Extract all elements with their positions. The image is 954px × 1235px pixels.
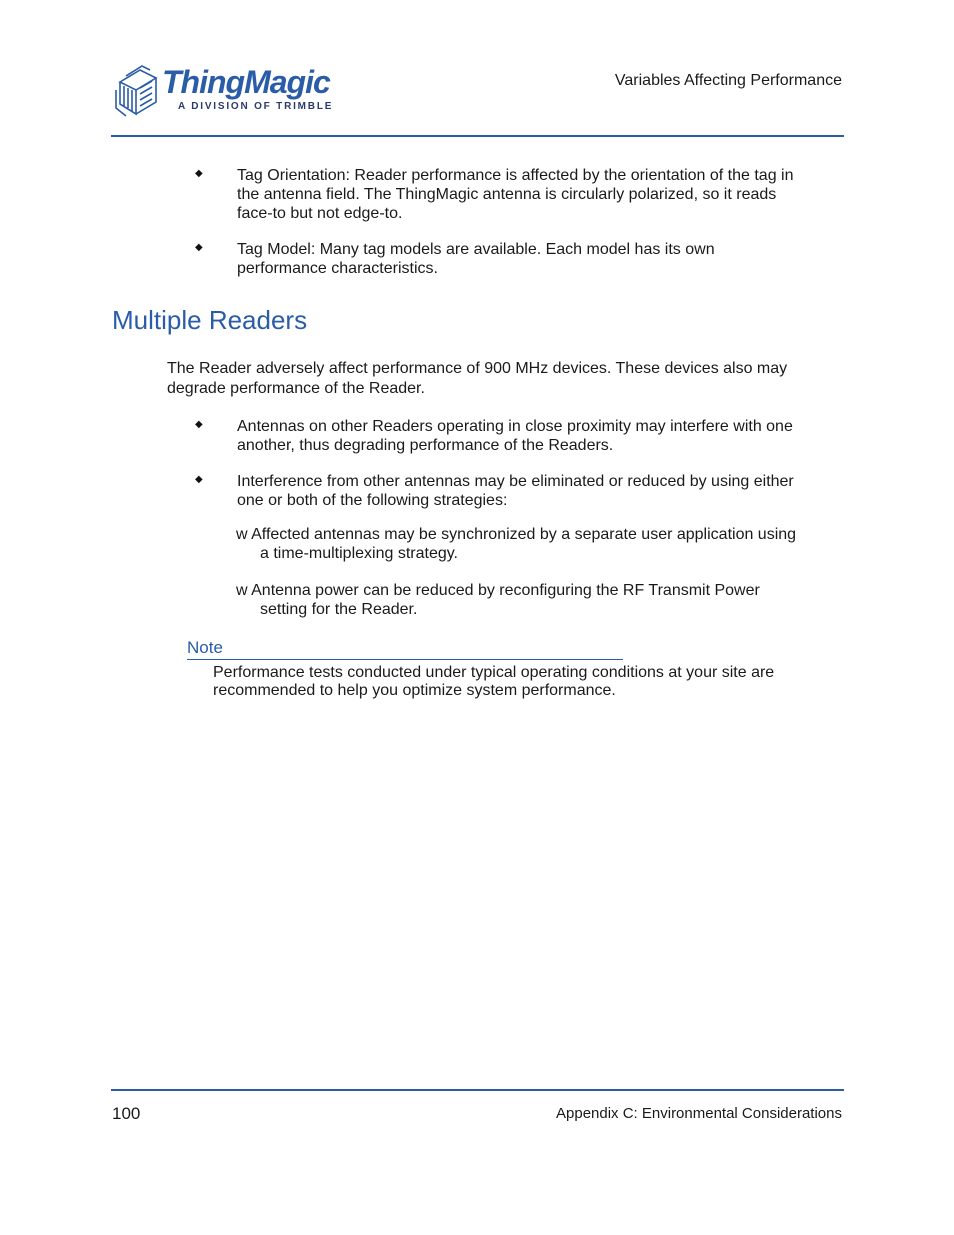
header-rule xyxy=(111,135,844,137)
note-rule xyxy=(187,659,623,660)
section-heading: Multiple Readers xyxy=(112,305,308,335)
brand-name: ThingMagic xyxy=(162,64,330,100)
paragraph-line: The Reader adversely affect performance of 900 MHz devices. These devices also may xyxy=(167,360,788,377)
sub-item-line: w Affected antennas may be synchronized by a separate user application using xyxy=(236,526,797,543)
page-number: 100 xyxy=(112,1104,141,1123)
bullet-line: Interference from other antennas may be eliminated or reduced by using either xyxy=(237,473,794,490)
bullet-item-tag-model xyxy=(195,240,840,278)
bullet-line: Tag Orientation: Reader performance is affected by the orientation of the tag in xyxy=(237,167,794,184)
paragraph-line: degrade performance of the Reader. xyxy=(167,380,425,397)
note-label: Note xyxy=(187,638,223,657)
sub-item-line: w Antenna power can be reduced by reconfiguring the RF Transmit Power xyxy=(236,582,760,599)
section-intro-paragraph xyxy=(167,359,847,399)
bullet-diamond-icon: ◆ xyxy=(195,242,203,253)
brand-subtitle: A DIVISION OF TRIMBLE xyxy=(178,101,334,112)
note-line: Performance tests conducted under typical operating conditions at your site are xyxy=(213,664,775,681)
bullet-line: the antenna field. The ThingMagic antenna is circularly polarized, so it reads xyxy=(237,186,777,203)
footer-title: Appendix C: Environmental Considerations xyxy=(556,1105,842,1122)
bullet-diamond-icon: ◆ xyxy=(195,474,203,485)
sub-item-reduce-power xyxy=(236,581,846,619)
bullet-line: face-to but not edge-to. xyxy=(237,205,403,222)
running-header-title: Variables Affecting Performance xyxy=(614,72,842,89)
footer-rule xyxy=(111,1089,844,1091)
note-text xyxy=(213,664,843,700)
bullet-item-antennas-proximity xyxy=(195,417,840,455)
bullet-diamond-icon: ◆ xyxy=(195,168,203,179)
bullet-diamond-icon: ◆ xyxy=(195,419,203,430)
bullet-line: Tag Model: Many tag models are available. Each model has its own xyxy=(237,241,715,258)
bullet-line: one or both of the following strategies: xyxy=(237,492,508,509)
bullet-line: Antennas on other Readers operating in close proximity may interfere with one xyxy=(237,418,793,435)
sub-item-synchronize xyxy=(236,525,846,563)
bullet-line: another, thus degrading performance of the Readers. xyxy=(237,437,614,454)
note-line: recommended to help you optimize system performance. xyxy=(213,682,616,699)
sub-item-line: a time-multiplexing strategy. xyxy=(260,545,458,562)
bullet-item-tag-orientation xyxy=(195,166,840,223)
logo-mark-icon xyxy=(112,60,164,122)
sub-item-line: setting for the Reader. xyxy=(260,601,418,618)
bullet-line: performance characteristics. xyxy=(237,260,438,277)
bullet-item-interference xyxy=(195,472,840,510)
